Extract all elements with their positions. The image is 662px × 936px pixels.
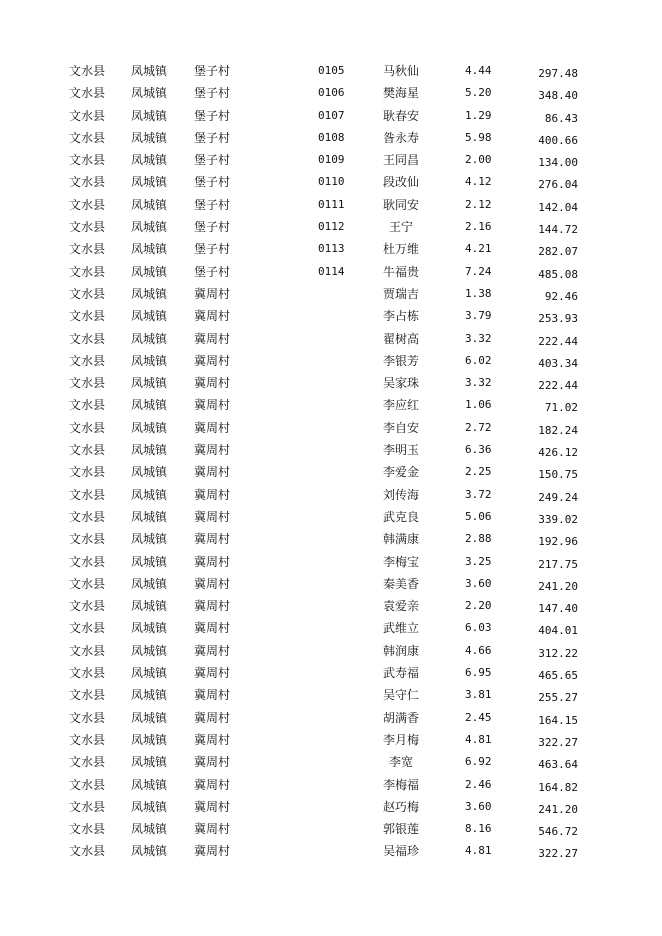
town-cell: 凤城镇	[131, 822, 168, 837]
name-cell: 吴家珠	[382, 376, 419, 391]
amount-cell: 348.40	[538, 89, 578, 103]
table-row	[0, 149, 662, 171]
village-cell: 冀周村	[194, 532, 231, 547]
table-row	[0, 461, 662, 483]
name-cell: 牛福贵	[382, 264, 419, 279]
amount-cell: 255.27	[538, 691, 578, 705]
amount-cell: 147.40	[538, 602, 578, 616]
code-cell: 0112	[318, 220, 345, 234]
town-cell: 凤城镇	[131, 286, 168, 301]
village-cell: 冀周村	[194, 487, 231, 502]
area-cell: 3.79	[465, 309, 492, 323]
town-cell: 凤城镇	[131, 398, 168, 413]
area-cell: 4.21	[465, 242, 492, 256]
county-cell: 文水县	[69, 64, 106, 78]
county-cell: 文水县	[69, 153, 106, 168]
table-row	[0, 238, 662, 260]
amount-cell: 339.02	[538, 512, 578, 526]
amount-cell: 164.82	[538, 780, 578, 794]
table-row	[0, 617, 662, 639]
name-cell: 赵巧梅	[382, 799, 419, 814]
amount-cell: 241.20	[538, 579, 578, 593]
county-cell: 文水县	[69, 799, 106, 814]
town-cell: 凤城镇	[131, 576, 168, 591]
town-cell: 凤城镇	[131, 844, 168, 859]
table-row	[0, 796, 662, 818]
table-row	[0, 506, 662, 528]
village-cell: 堡子村	[194, 242, 231, 257]
table-row	[0, 372, 662, 394]
village-cell: 冀周村	[194, 643, 231, 658]
name-cell: 胡满香	[382, 710, 419, 725]
village-cell: 冀周村	[194, 755, 231, 770]
name-cell: 韩满康	[382, 532, 419, 547]
county-cell: 文水县	[69, 732, 106, 747]
village-cell: 冀周村	[194, 353, 231, 368]
code-cell: 0107	[318, 108, 345, 122]
county-cell: 文水县	[69, 376, 106, 391]
county-cell: 文水县	[69, 197, 106, 212]
area-cell: 6.95	[465, 666, 492, 680]
county-cell: 文水县	[69, 264, 106, 279]
table-row	[0, 60, 662, 82]
county-cell: 文水县	[69, 353, 106, 368]
amount-cell: 144.72	[538, 223, 578, 237]
area-cell: 2.72	[465, 420, 492, 434]
name-cell: 段改仙	[382, 175, 419, 190]
amount-cell: 485.08	[538, 267, 578, 281]
table-row	[0, 729, 662, 751]
amount-cell: 164.15	[538, 713, 578, 727]
document-table	[0, 60, 662, 863]
village-cell: 冀周村	[194, 621, 231, 636]
amount-cell: 217.75	[538, 557, 578, 571]
amount-cell: 241.20	[538, 802, 578, 816]
table-row	[0, 350, 662, 372]
table-row	[0, 595, 662, 617]
town-cell: 凤城镇	[131, 755, 168, 770]
town-cell: 凤城镇	[131, 153, 168, 168]
county-cell: 文水县	[69, 331, 106, 346]
county-cell: 文水县	[69, 86, 106, 101]
village-cell: 冀周村	[194, 710, 231, 725]
village-cell: 冀周村	[194, 286, 231, 301]
county-cell: 文水县	[69, 688, 106, 703]
county-cell: 文水县	[69, 309, 106, 324]
county-cell: 文水县	[69, 487, 106, 502]
town-cell: 凤城镇	[131, 509, 168, 524]
table-row	[0, 82, 662, 104]
town-cell: 凤城镇	[131, 666, 168, 681]
area-cell: 4.81	[465, 844, 492, 858]
amount-cell: 86.43	[544, 111, 578, 125]
area-cell: 2.46	[465, 777, 492, 791]
town-cell: 凤城镇	[131, 688, 168, 703]
area-cell: 5.20	[465, 86, 492, 100]
town-cell: 凤城镇	[131, 420, 168, 435]
village-cell: 堡子村	[194, 153, 231, 168]
village-cell: 堡子村	[194, 220, 231, 235]
village-cell: 冀周村	[194, 509, 231, 524]
amount-cell: 222.44	[538, 334, 578, 348]
amount-cell: 192.96	[538, 535, 578, 549]
code-cell: 0114	[318, 264, 345, 278]
name-cell: 李占栋	[382, 309, 419, 324]
amount-cell: 92.46	[544, 289, 578, 303]
amount-cell: 182.24	[538, 423, 578, 437]
area-cell: 1.06	[465, 398, 492, 412]
code-cell: 0113	[318, 242, 345, 256]
town-cell: 凤城镇	[131, 64, 168, 78]
county-cell: 文水县	[69, 666, 106, 681]
area-cell: 3.60	[465, 576, 492, 590]
county-cell: 文水县	[69, 175, 106, 190]
name-cell: 武克良	[382, 509, 419, 524]
name-cell: 耿春安	[382, 108, 419, 123]
area-cell: 6.92	[465, 755, 492, 769]
name-cell: 耿同安	[382, 197, 419, 212]
area-cell: 6.36	[465, 443, 492, 457]
town-cell: 凤城镇	[131, 465, 168, 480]
area-cell: 1.29	[465, 108, 492, 122]
table-row	[0, 528, 662, 550]
county-cell: 文水县	[69, 465, 106, 480]
name-cell: 李自安	[382, 420, 419, 435]
area-cell: 4.81	[465, 732, 492, 746]
town-cell: 凤城镇	[131, 130, 168, 145]
table-row	[0, 573, 662, 595]
area-cell: 2.45	[465, 710, 492, 724]
amount-cell: 426.12	[538, 446, 578, 460]
county-cell: 文水县	[69, 509, 106, 524]
village-cell: 冀周村	[194, 420, 231, 435]
village-cell: 冀周村	[194, 666, 231, 681]
area-cell: 2.00	[465, 153, 492, 167]
table-row	[0, 194, 662, 216]
name-cell: 武寿福	[382, 666, 419, 681]
amount-cell: 249.24	[538, 490, 578, 504]
county-cell: 文水县	[69, 755, 106, 770]
name-cell: 李月梅	[382, 732, 419, 747]
area-cell: 3.32	[465, 376, 492, 390]
name-cell: 郭银莲	[382, 822, 419, 837]
county-cell: 文水县	[69, 130, 106, 145]
village-cell: 冀周村	[194, 822, 231, 837]
town-cell: 凤城镇	[131, 443, 168, 458]
table-row	[0, 662, 662, 684]
name-cell: 武维立	[382, 621, 419, 636]
village-cell: 堡子村	[194, 197, 231, 212]
area-cell: 4.66	[465, 643, 492, 657]
town-cell: 凤城镇	[131, 777, 168, 792]
town-cell: 凤城镇	[131, 197, 168, 212]
area-cell: 4.44	[465, 64, 492, 77]
amount-cell: 312.22	[538, 646, 578, 660]
name-cell: 李爱金	[382, 465, 419, 480]
town-cell: 凤城镇	[131, 264, 168, 279]
county-cell: 文水县	[69, 286, 106, 301]
county-cell: 文水县	[69, 822, 106, 837]
code-cell: 0110	[318, 175, 345, 189]
amount-cell: 322.27	[538, 735, 578, 749]
village-cell: 冀周村	[194, 443, 231, 458]
name-cell: 秦美香	[382, 576, 419, 591]
area-cell: 6.02	[465, 353, 492, 367]
table-row	[0, 394, 662, 416]
name-cell: 李梅宝	[382, 554, 419, 569]
village-cell: 堡子村	[194, 175, 231, 190]
village-cell: 冀周村	[194, 777, 231, 792]
area-cell: 5.06	[465, 509, 492, 523]
town-cell: 凤城镇	[131, 220, 168, 235]
village-cell: 冀周村	[194, 688, 231, 703]
amount-cell: 222.44	[538, 379, 578, 393]
name-cell: 贾瑞吉	[382, 286, 419, 301]
name-cell: 王宁	[388, 220, 413, 235]
name-cell: 李应红	[382, 398, 419, 413]
name-cell: 袁爱亲	[382, 599, 419, 614]
county-cell: 文水县	[69, 220, 106, 235]
area-cell: 2.12	[465, 197, 492, 211]
village-cell: 冀周村	[194, 732, 231, 747]
area-cell: 5.98	[465, 130, 492, 144]
area-cell: 1.38	[465, 286, 492, 300]
town-cell: 凤城镇	[131, 242, 168, 257]
name-cell: 王同昌	[382, 153, 419, 168]
area-cell: 7.24	[465, 264, 492, 278]
village-cell: 冀周村	[194, 398, 231, 413]
amount-cell: 282.07	[538, 245, 578, 259]
name-cell: 杜万维	[382, 242, 419, 257]
table-row	[0, 551, 662, 573]
table-row	[0, 261, 662, 283]
town-cell: 凤城镇	[131, 331, 168, 346]
county-cell: 文水县	[69, 599, 106, 614]
county-cell: 文水县	[69, 420, 106, 435]
village-cell: 堡子村	[194, 64, 231, 78]
area-cell: 2.20	[465, 599, 492, 613]
county-cell: 文水县	[69, 643, 106, 658]
code-cell: 0105	[318, 64, 345, 77]
table-row	[0, 484, 662, 506]
name-cell: 马秋仙	[382, 64, 419, 78]
area-cell: 4.12	[465, 175, 492, 189]
county-cell: 文水县	[69, 108, 106, 123]
name-cell: 韩润康	[382, 643, 419, 658]
village-cell: 冀周村	[194, 799, 231, 814]
table-row	[0, 640, 662, 662]
table-row	[0, 818, 662, 840]
amount-cell: 404.01	[538, 624, 578, 638]
table-row	[0, 840, 662, 862]
village-cell: 冀周村	[194, 554, 231, 569]
amount-cell: 150.75	[538, 468, 578, 482]
table-row	[0, 105, 662, 127]
table-row	[0, 283, 662, 305]
county-cell: 文水县	[69, 621, 106, 636]
village-cell: 冀周村	[194, 309, 231, 324]
town-cell: 凤城镇	[131, 309, 168, 324]
amount-cell: 546.72	[538, 825, 578, 839]
town-cell: 凤城镇	[131, 710, 168, 725]
amount-cell: 253.93	[538, 312, 578, 326]
town-cell: 凤城镇	[131, 353, 168, 368]
table-row	[0, 328, 662, 350]
table-row	[0, 751, 662, 773]
amount-cell: 465.65	[538, 669, 578, 683]
town-cell: 凤城镇	[131, 732, 168, 747]
table-row	[0, 127, 662, 149]
table-row	[0, 684, 662, 706]
village-cell: 冀周村	[194, 576, 231, 591]
county-cell: 文水县	[69, 242, 106, 257]
town-cell: 凤城镇	[131, 376, 168, 391]
name-cell: 李梅福	[382, 777, 419, 792]
area-cell: 2.16	[465, 220, 492, 234]
table-row	[0, 417, 662, 439]
table-row	[0, 171, 662, 193]
table-row	[0, 439, 662, 461]
village-cell: 冀周村	[194, 465, 231, 480]
area-cell: 3.72	[465, 487, 492, 501]
amount-cell: 142.04	[538, 200, 578, 214]
town-cell: 凤城镇	[131, 599, 168, 614]
name-cell: 李宽	[388, 755, 413, 770]
area-cell: 6.03	[465, 621, 492, 635]
amount-cell: 463.64	[538, 758, 578, 772]
code-cell: 0108	[318, 130, 345, 144]
name-cell: 吴福珍	[382, 844, 419, 859]
county-cell: 文水县	[69, 443, 106, 458]
amount-cell: 134.00	[538, 156, 578, 170]
table-row	[0, 305, 662, 327]
code-cell: 0106	[318, 86, 345, 100]
village-cell: 堡子村	[194, 130, 231, 145]
amount-cell: 71.02	[544, 401, 578, 415]
village-cell: 堡子村	[194, 264, 231, 279]
county-cell: 文水县	[69, 532, 106, 547]
county-cell: 文水县	[69, 554, 106, 569]
code-cell: 0111	[318, 197, 345, 211]
name-cell: 李明玉	[382, 443, 419, 458]
county-cell: 文水县	[69, 777, 106, 792]
town-cell: 凤城镇	[131, 86, 168, 101]
name-cell: 刘传海	[382, 487, 419, 502]
table-row	[0, 774, 662, 796]
code-cell: 0109	[318, 153, 345, 167]
area-cell: 3.25	[465, 554, 492, 568]
area-cell: 3.32	[465, 331, 492, 345]
table-row	[0, 707, 662, 729]
name-cell: 樊海星	[382, 86, 419, 101]
county-cell: 文水县	[69, 398, 106, 413]
town-cell: 凤城镇	[131, 175, 168, 190]
area-cell: 2.88	[465, 532, 492, 546]
table-row	[0, 216, 662, 238]
village-cell: 堡子村	[194, 108, 231, 123]
area-cell: 3.60	[465, 799, 492, 813]
town-cell: 凤城镇	[131, 799, 168, 814]
county-cell: 文水县	[69, 576, 106, 591]
county-cell: 文水县	[69, 710, 106, 725]
area-cell: 3.81	[465, 688, 492, 702]
name-cell: 翟树高	[382, 331, 419, 346]
village-cell: 冀周村	[194, 376, 231, 391]
village-cell: 冀周村	[194, 844, 231, 859]
town-cell: 凤城镇	[131, 532, 168, 547]
name-cell: 吴守仁	[382, 688, 419, 703]
town-cell: 凤城镇	[131, 643, 168, 658]
village-cell: 冀周村	[194, 331, 231, 346]
area-cell: 8.16	[465, 822, 492, 836]
amount-cell: 400.66	[538, 133, 578, 147]
town-cell: 凤城镇	[131, 487, 168, 502]
area-cell: 2.25	[465, 465, 492, 479]
amount-cell: 276.04	[538, 178, 578, 192]
name-cell: 昝永寿	[382, 130, 419, 145]
town-cell: 凤城镇	[131, 108, 168, 123]
county-cell: 文水县	[69, 844, 106, 859]
village-cell: 堡子村	[194, 86, 231, 101]
amount-cell: 322.27	[538, 847, 578, 861]
town-cell: 凤城镇	[131, 554, 168, 569]
town-cell: 凤城镇	[131, 621, 168, 636]
village-cell: 冀周村	[194, 599, 231, 614]
name-cell: 李银芳	[382, 353, 419, 368]
amount-cell: 403.34	[538, 356, 578, 370]
amount-cell: 297.48	[538, 67, 578, 80]
